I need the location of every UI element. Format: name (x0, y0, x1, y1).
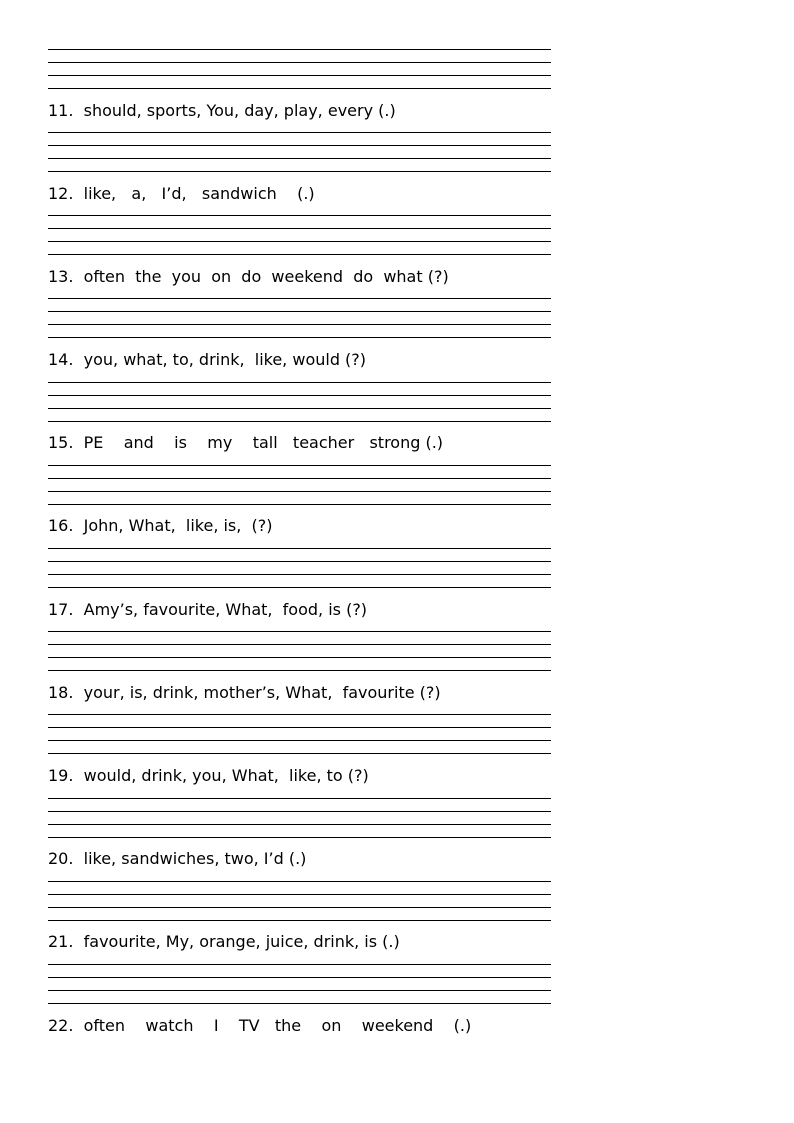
question-17 (48, 600, 367, 620)
answer-lines-11[interactable] (48, 132, 551, 172)
answer-lines-20[interactable] (48, 881, 551, 921)
question-text: like, sandwiches, two, I’d (.) (83, 849, 307, 868)
question-text: Amy’s, favourite, What, food, is (?) (83, 600, 368, 619)
question-12 (48, 184, 315, 204)
question-text: often watch I TV the on weekend (.) (83, 1016, 472, 1035)
question-text: like, a, I’d, sandwich (.) (83, 184, 315, 203)
answer-lines-12[interactable] (48, 215, 551, 255)
question-20 (48, 849, 306, 869)
question-text: PE and is my tall teacher strong (.) (83, 433, 444, 452)
question-14 (48, 350, 366, 370)
question-19 (48, 766, 369, 786)
question-18 (48, 683, 441, 703)
question-number: 15. (48, 433, 74, 452)
question-number: 13. (48, 267, 74, 286)
answer-lines-21[interactable] (48, 964, 551, 1004)
answer-lines-19[interactable] (48, 798, 551, 838)
question-22 (48, 1016, 471, 1036)
answer-lines-16[interactable] (48, 548, 551, 588)
question-number: 18. (48, 683, 74, 702)
question-number: 12. (48, 184, 74, 203)
question-16 (48, 516, 273, 536)
answer-lines-13[interactable] (48, 298, 551, 338)
answer-lines-14[interactable] (48, 382, 551, 422)
question-21 (48, 932, 400, 952)
question-text: John, What, like, is, (?) (83, 516, 273, 535)
question-text: your, is, drink, mother’s, What, favourite (?) (83, 683, 441, 702)
question-number: 19. (48, 766, 74, 785)
question-number: 16. (48, 516, 74, 535)
question-number: 11. (48, 101, 74, 120)
answer-lines-18[interactable] (48, 714, 551, 754)
question-text: favourite, My, orange, juice, drink, is (.) (83, 932, 400, 951)
question-number: 22. (48, 1016, 74, 1035)
question-number: 20. (48, 849, 74, 868)
question-text: should, sports, You, day, play, every (.) (83, 101, 396, 120)
question-11 (48, 101, 396, 121)
question-text: often the you on do weekend do what (?) (83, 267, 449, 286)
question-number: 17. (48, 600, 74, 619)
question-text: you, what, to, drink, like, would (?) (83, 350, 367, 369)
answer-lines-15[interactable] (48, 465, 551, 505)
question-15 (48, 433, 443, 453)
answer-lines-17[interactable] (48, 631, 551, 671)
answer-lines-top[interactable] (48, 49, 551, 89)
question-13 (48, 267, 449, 287)
question-text: would, drink, you, What, like, to (?) (83, 766, 369, 785)
question-number: 14. (48, 350, 74, 369)
question-number: 21. (48, 932, 74, 951)
